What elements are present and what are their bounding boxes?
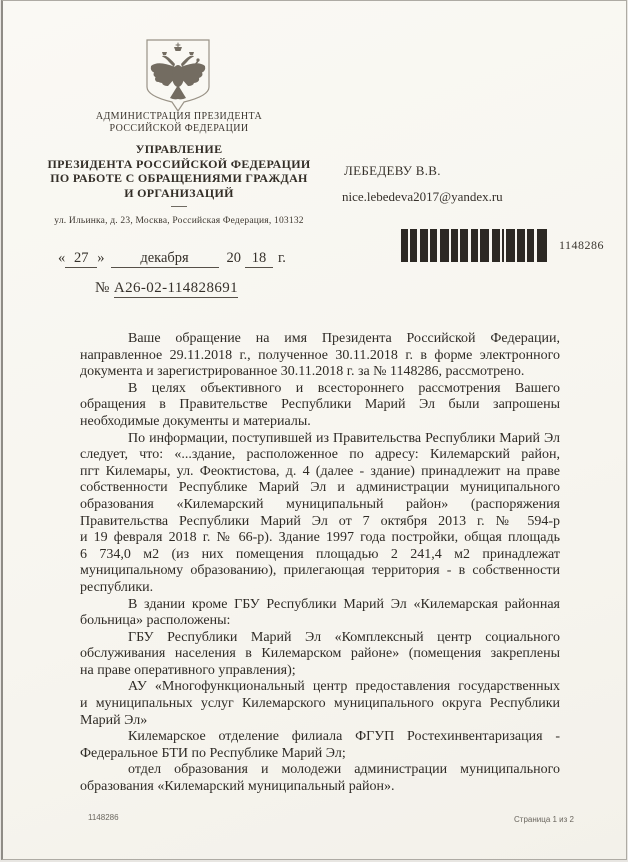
body-text-line: республики. (80, 579, 154, 595)
scanned-letter-page (1, 0, 627, 860)
barcode-bars (401, 229, 547, 262)
body-text-line: необходимые документы и материалы. (80, 413, 311, 429)
body-text-line: Килемарское отделение филиала ФГУП Ростехинвентаризация - (128, 729, 560, 745)
body-text-line: образования «Килемарский муниципальный район» (распоряжения (80, 496, 560, 512)
reference-label: № (95, 280, 110, 296)
body-text-line: АУ «Многофункциональный центр предоставления государственных (128, 679, 560, 695)
date-close-quote: » (97, 250, 105, 266)
sender-address: ул. Ильинка, д. 23, Москва, Российская Федерация, 103132 (54, 216, 304, 226)
body-text-line: направленное 29.11.2018 г., полученное 30.11.2018 г. в форме электронного (80, 347, 560, 363)
reference-number: А26-02-114828691 (113, 280, 239, 296)
body-text-line: 6 734,0 м2 (из них помещения площадью 2 241,4 м2 принадлежат (80, 546, 560, 562)
body-text-line: муниципальному образованию), прилегающая территория - в собственности (80, 563, 560, 579)
department-line3: ПО РАБОТЕ С ОБРАЩЕНИЯМИ ГРАЖДАН (50, 171, 308, 185)
date-suffix: г. (278, 250, 286, 266)
date-line (58, 250, 286, 268)
body-text-line: образования «Килемарский муниципальный район». (80, 779, 395, 795)
body-text-line: ГБУ Республики Марий Эл «Комплексный центр социального (128, 629, 560, 645)
barcode-number: 1148286 (559, 238, 605, 252)
body-text-line: По информации, поступившей из Правительства Республики Марий Эл (128, 430, 560, 446)
body-text-line: отдел образования и молодежи администрации муниципального (128, 762, 560, 778)
date-century: 20 (226, 250, 241, 266)
body-text-line: на праве оперативного управления); (80, 662, 296, 678)
footer-page-indicator: Страница 1 из 2 (514, 815, 574, 824)
body-text-line: Правительства Республики Марий Эл от 7 октября 2013 г. № 594-р (80, 513, 560, 529)
body-text-line: Ваше обращение на имя Президента Российской Федерации, (128, 331, 560, 346)
body-text-line: пгт Килемары, ул. Феоктистова, д. 4 (далее - здание) принадлежит на праве (80, 463, 560, 479)
org-name-line1: АДМИНИСТРАЦИЯ ПРЕЗИДЕНТА (95, 111, 263, 122)
body-text-line: документа и зарегистрированное 30.11.2018 г. за № 1148286, рассмотрено. (80, 364, 525, 380)
footer-registration-number: 1148286 (88, 813, 119, 822)
body-text-line: В здании кроме ГБУ Республики Марий Эл «Килемарская районная (128, 596, 560, 612)
letterhead (31, 111, 327, 226)
reference-number-line (95, 280, 238, 297)
letter-body (80, 331, 560, 796)
registration-barcode (401, 229, 604, 262)
recipient-email: nice.lebedeva2017@yandex.ru (342, 189, 503, 204)
body-text-line: В целях объективного и всестороннего рассмотрения Вашего (128, 380, 560, 396)
body-text-line: обращения в Правительстве Республики Марий Эл были запрошены (80, 397, 560, 413)
body-text-line: Федеральное БТИ по Республике Марий Эл; (80, 745, 346, 761)
letterhead-divider (171, 206, 187, 207)
body-text-line: и 19 февраля 2018 г. № 66-р). Здание 1997 года постройки, общая площадь (80, 530, 560, 546)
body-text-line: Марий Эл» (80, 712, 148, 728)
org-name-line2: РОССИЙСКОЙ ФЕДЕРАЦИИ (109, 123, 249, 134)
coat-of-arms-russia-icon (139, 37, 217, 115)
body-text-line: следует, что: «...здание, расположенное по адресу: Килемарский район, (80, 447, 560, 463)
body-text-line: больница» расположены: (80, 613, 231, 629)
department-line4: И ОРГАНИЗАЦИЙ (124, 185, 234, 200)
date-month: декабря (111, 250, 219, 268)
body-text-line: собственности Республике Марий Эл и администрации муниципального (80, 480, 560, 496)
date-day: 27 (65, 250, 97, 268)
body-text-line: и муниципальных услуг Килемарского муниципального округа Республики (80, 696, 560, 712)
body-text-line: обслуживания населения в Килемарском районе» (помещения закреплены (80, 646, 560, 662)
date-open-quote: « (58, 250, 66, 266)
date-year: 18 (245, 250, 273, 268)
recipient-name: ЛЕБЕДЕВУ В.В. (344, 163, 441, 178)
department-line2: ПРЕЗИДЕНТА РОССИЙСКОЙ ФЕДЕРАЦИИ (47, 156, 311, 171)
department-line1: УПРАВЛЕНИЕ (135, 142, 223, 156)
